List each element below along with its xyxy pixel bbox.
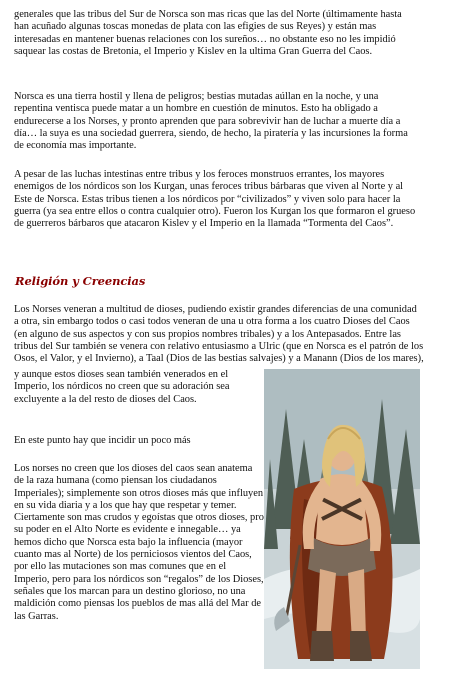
paragraph-gods: Los Norses veneran a multitud de dioses, pudiendo existir grandes diferencias de una comunidad a otra, sin embargo todos o casi todos veneran de una u otra forma a los cuatro Dioses del Caos (en alguno de sus aspectos y con sus propios nombres tribales) y a los Antepasados. Entre las tribus del Sur también se venera con relativo entusiasmo a Ulric (que en Norsca es el patrón de los Osos, el Valor, y el Invierno), a Taal (Dios de las bestias salvajes) y a Manann (Dios de los mares), [14,304,424,365]
norse-warrior-illustration [264,369,420,669]
paragraph-kurgan: A pesar de las luchas intestinas entre tribus y los feroces monstruos errantes, los mayores enemigos de los nórdicos son los Kurgan, unas feroces tribus bárbaras que viven al Norte y al Este de Norsca. Estas tribus tienen a los nórdicos por “civilizados” y viven solo para hacer la guerra (ya sea entre ellos o contra cualquier otro). Fueron los Kurgan los que formaron el grueso de guerreros bárbaros que atacaron Kislev y el Imperio en la llamada “Tormenta del Caos”. [14,169,416,230]
paragraph-emphasis: En este punto hay que incidir un poco más [14,435,191,446]
paragraph-gods-continued: y aunque estos dioses sean también venerados en el Imperio, los nórdicos no creen que su adoración sea excluyente a la del resto de dioses del Caos. [14,369,230,405]
paragraph-hostile-land: Norsca es una tierra hostil y llena de peligros; bestias mutadas aúllan en la noche, y una repentina ventisca puede matar a un hombre en cuestión de minutos. Esto ha obligado a endurecerse a los Norses, y pronto aprenden que para sobrevivir han de luchar a muerte día a día… la suya es una sociedad guerrera, siendo, de hecho, la piratería y las incursiones la forma de economía mas importante. [14,91,408,152]
paragraph-south-tribes: generales que las tribus del Sur de Norsca son mas ricas que las del Norte (últimamente hasta han acuñado algunas toscas monedas de plata con las efigies de sus Reyes) y están mas interesadas en mantener buenas relaciones con los sureños… no obstante eso no les impidió saquear las costas de Bretonia, el Imperio y Kislev en la ultima Gran Guerra del Caos. [14,9,402,57]
norse-warrior-drawing [264,369,420,669]
paragraph-chaos-gods: Los norses no creen que los dioses del caos sean anatema de la raza humana (como piensan los ciudadanos Imperiales); simplemente son otros dioses más que influyen en su vida diaria y a los que hay que respetar y temer. Ciertamente son mas crudos y egoístas que otros dioses, pro su poder en el Alto Norte es evidente e innegable… ya hemos dicho que Norsca esta bajo la influencia (mayor cuanto mas al Norte) de los perniciosos vientos del Caos, por ello las mutaciones son mas comunes que en el Imperio, pero para los nórdicos son “regalos” de los Dioses, señales que los marcan para un destino glorioso, no una maldición como piensas los pueblos de mas allá del Mar de las Garras. [14,463,264,622]
section-heading-religion: Religión y Creencias [15,274,146,288]
